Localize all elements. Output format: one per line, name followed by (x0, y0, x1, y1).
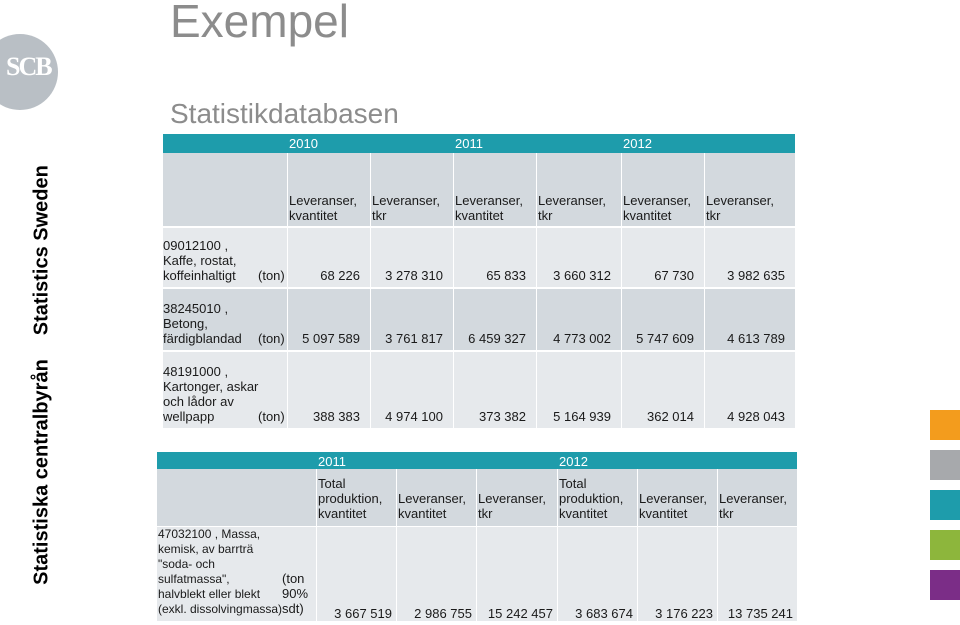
table1-row-unit: (ton) (258, 331, 285, 346)
table1-year: 2011 (455, 136, 483, 151)
table1-header-text: Leveranser, kvantitet (289, 193, 357, 223)
page-title: Exempel (170, 0, 349, 47)
table2-header-text: Leveranser, tkr (478, 491, 546, 521)
table1-row-unit: (ton) (258, 268, 285, 283)
table1-row-unit: (ton) (258, 409, 285, 424)
table1-value: 5 164 939 (553, 409, 611, 424)
scb-logo: SCB (0, 34, 58, 110)
table1-value: 3 982 635 (727, 268, 785, 283)
table2-value: 13 735 241 (727, 606, 793, 621)
table2-header-text: Leveranser, tkr (719, 491, 787, 521)
table1-value: 3 660 312 (553, 268, 611, 283)
table2-header-text: Total produktion, kvantitet (559, 476, 624, 521)
color-square-orange (930, 410, 960, 440)
table1-value: 4 613 789 (727, 331, 785, 346)
table2-header-band (157, 452, 797, 469)
table1-header-text: Leveranser, tkr (372, 193, 440, 223)
table1-value: 5 747 609 (636, 331, 694, 346)
table2-header-text: Total produktion, kvantitet (318, 476, 383, 521)
table1-value: 4 928 043 (727, 409, 785, 424)
table1-value: 67 730 (654, 268, 694, 283)
table2-header-text: Leveranser, kvantitet (639, 491, 707, 521)
table1-header-corner (163, 153, 287, 226)
table2-header-text: Leveranser, kvantitet (398, 491, 466, 521)
table1-row-label: 48191000 , Kartonger, askar och lådor av wellpapp (163, 364, 259, 424)
table1-value: 6 459 327 (468, 331, 526, 346)
table1-value: 4 773 002 (553, 331, 611, 346)
table2-value: 3 683 674 (575, 606, 633, 621)
table1-header-text: Leveranser, tkr (538, 193, 606, 223)
table1-value: 5 097 589 (302, 331, 360, 346)
table1-header-text: Leveranser, kvantitet (455, 193, 523, 223)
table1-value: 373 382 (479, 409, 526, 424)
table2-value: 3 176 223 (655, 606, 713, 621)
table1-value: 68 226 (320, 268, 360, 283)
table1-header-text: Leveranser, kvantitet (623, 193, 691, 223)
table1-row-label: 09012100 , Kaffe, rostat, koffeinhaltigt (163, 238, 237, 283)
table1-header-text: Leveranser, tkr (706, 193, 774, 223)
table2-value: 3 667 519 (334, 606, 392, 621)
table1-value: 388 383 (313, 409, 360, 424)
color-square-green (930, 530, 960, 560)
page-subtitle: Statistikdatabasen (170, 98, 399, 129)
table1-value: 362 014 (647, 409, 694, 424)
color-square-purple (930, 570, 960, 600)
table1-value: 4 974 100 (385, 409, 443, 424)
table2-value: 2 986 755 (414, 606, 472, 621)
table1-year: 2012 (623, 136, 652, 151)
table2-year: 2011 (318, 454, 346, 469)
table1-value: 65 833 (486, 268, 526, 283)
table2-value: 15 242 457 (487, 606, 553, 621)
table1-value: 3 761 817 (385, 331, 443, 346)
table1-year: 2010 (289, 136, 318, 151)
table2-row-label: 47032100 , Massa, kemisk, av barrträ "soda- och sulfatmassa", halvblekt eller blekt (exkl. dissolvingmassa) (158, 527, 283, 616)
table2-year: 2012 (559, 454, 588, 469)
side-sub: Statistics Sweden (30, 165, 53, 336)
table2-header-corner (157, 469, 316, 526)
side-main: Statistiska centralbyrån (30, 359, 53, 585)
table2-row-unit: (ton 90% sdt) (282, 571, 309, 616)
color-square-grey (930, 450, 960, 480)
table1-value: 3 278 310 (385, 268, 443, 283)
side-branding (18, 150, 66, 600)
table1-row-label: 38245010 , Betong, färdigblandad (163, 301, 242, 346)
color-square-teal (930, 490, 960, 520)
